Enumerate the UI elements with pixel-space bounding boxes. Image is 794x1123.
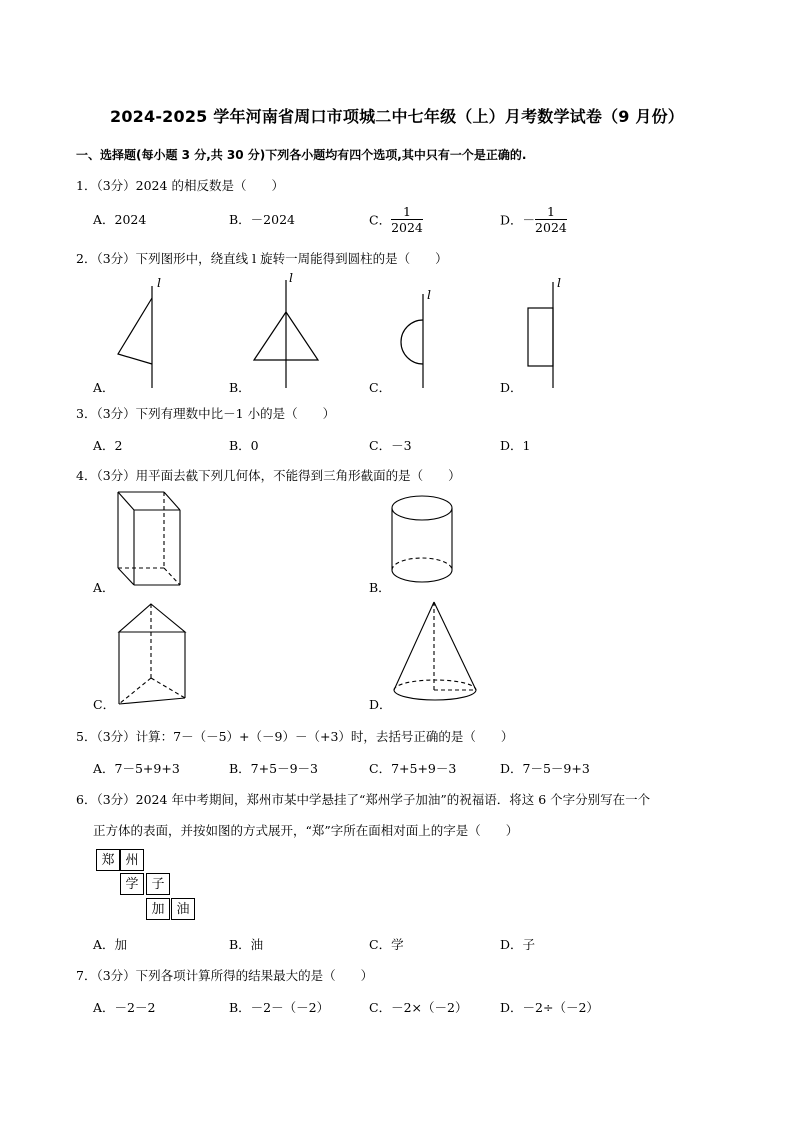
q5-option-a: A．7－5+9+3 [93,761,180,776]
q6-option-d: D．子 [500,937,536,952]
q3-option-d: D．1 [500,438,531,453]
q1-option-d-label: D． [500,212,523,228]
question-7-stem: 7．（3分）下列各项计算所得的结果最大的是（ ） [76,968,374,983]
question-6-stem-line2: 正方体的表面，并按如图的方式展开，“郑”字所在面相对面上的字是（ ） [93,823,519,838]
q1-option-c [369,204,423,235]
net-cell-you: 油 [171,898,195,920]
net-cell-xue: 学 [120,873,144,895]
q6-option-c: C．学 [369,937,404,952]
q4-option-b: B． [369,580,391,595]
q2-option-d: D． [500,380,523,395]
net-cell-zhou: 州 [120,849,144,871]
q1-option-a: A．2024 [93,212,147,227]
q2-line-label-d: l [557,275,561,290]
q3-option-c: C．－3 [369,438,412,453]
q2-line-label-b: l [289,270,293,285]
q2-option-c: C． [369,380,392,395]
q1-option-d [500,204,567,235]
page-title: 2024-2025 学年河南省周口市项城二中七年级（上）月考数学试卷（9 月份） [110,107,684,126]
q5-option-c: C．7+5+9－3 [369,761,457,776]
fraction-numerator: 1 [391,204,423,220]
q1-option-b: B．－2024 [229,212,295,227]
q6-option-b: B．油 [229,937,264,952]
q1-option-d-fraction [535,204,567,235]
question-3-stem: 3．（3分）下列有理数中比－1 小的是（ ） [76,406,336,421]
question-5-stem: 5．（3分）计算：7－（－5）+（－9）－（+3）时，去括号正确的是（ ） [76,729,514,744]
net-cell-zi: 子 [146,873,170,895]
fraction-denominator: 2024 [391,220,423,235]
q7-option-d: D．－2÷（－2） [500,1000,599,1015]
q4-option-d: D． [369,697,392,712]
q1-option-c-label: C． [369,212,392,228]
q7-option-a: A．－2－2 [93,1000,156,1015]
q4-option-a: A． [93,580,115,595]
question-6-stem-line1: 6．（3分）2024 年中考期间，郑州市某中学悬挂了“郑州学子加油”的祝福语．将这 6 个字分别写在一个 [76,792,651,807]
q7-option-c: C．－2×（－2） [369,1000,468,1015]
q4-option-c: C． [93,697,116,712]
q4-figure-c-triangular-prism [115,602,195,708]
q4-figure-b-cylinder [390,494,460,588]
fraction-denominator: 2024 [535,220,567,235]
q5-option-b: B．7+5－9－3 [229,761,318,776]
q6-option-a: A．加 [93,937,128,952]
q2-figure-b [250,278,320,390]
q2-line-label-a: l [157,275,161,290]
q2-option-a: A． [93,380,115,395]
question-4-stem: 4．（3分）用平面去截下列几何体，不能得到三角形截面的是（ ） [76,468,461,483]
net-cell-jia: 加 [146,898,170,920]
q5-option-d: D．7－5－9+3 [500,761,590,776]
q2-line-label-c: l [427,287,431,302]
q1-option-d-sign: － [522,212,536,228]
q3-option-b: B．0 [229,438,259,453]
q7-option-b: B．－2－（－2） [229,1000,330,1015]
question-2-stem: 2．（3分）下列图形中，绕直线 l 旋转一周能得到圆柱的是（ ） [76,251,448,266]
section-heading: 一、选择题(每小题 3 分,共 30 分)下列各小题均有四个选项,其中只有一个是正确的. [76,148,527,162]
q4-figure-d-cone [390,600,482,708]
q2-option-b: B． [229,380,251,395]
q1-option-c-fraction [391,204,423,235]
q2-figure-c [385,278,445,390]
q2-figure-a [110,278,170,390]
net-cell-zheng: 郑 [96,849,120,871]
q2-figure-d [520,278,580,390]
q4-figure-a-prism [110,490,190,590]
q3-option-a: A．2 [93,438,123,453]
fraction-numerator: 1 [535,204,567,220]
question-1-stem: 1．（3分）2024 的相反数是（ ） [76,178,284,193]
